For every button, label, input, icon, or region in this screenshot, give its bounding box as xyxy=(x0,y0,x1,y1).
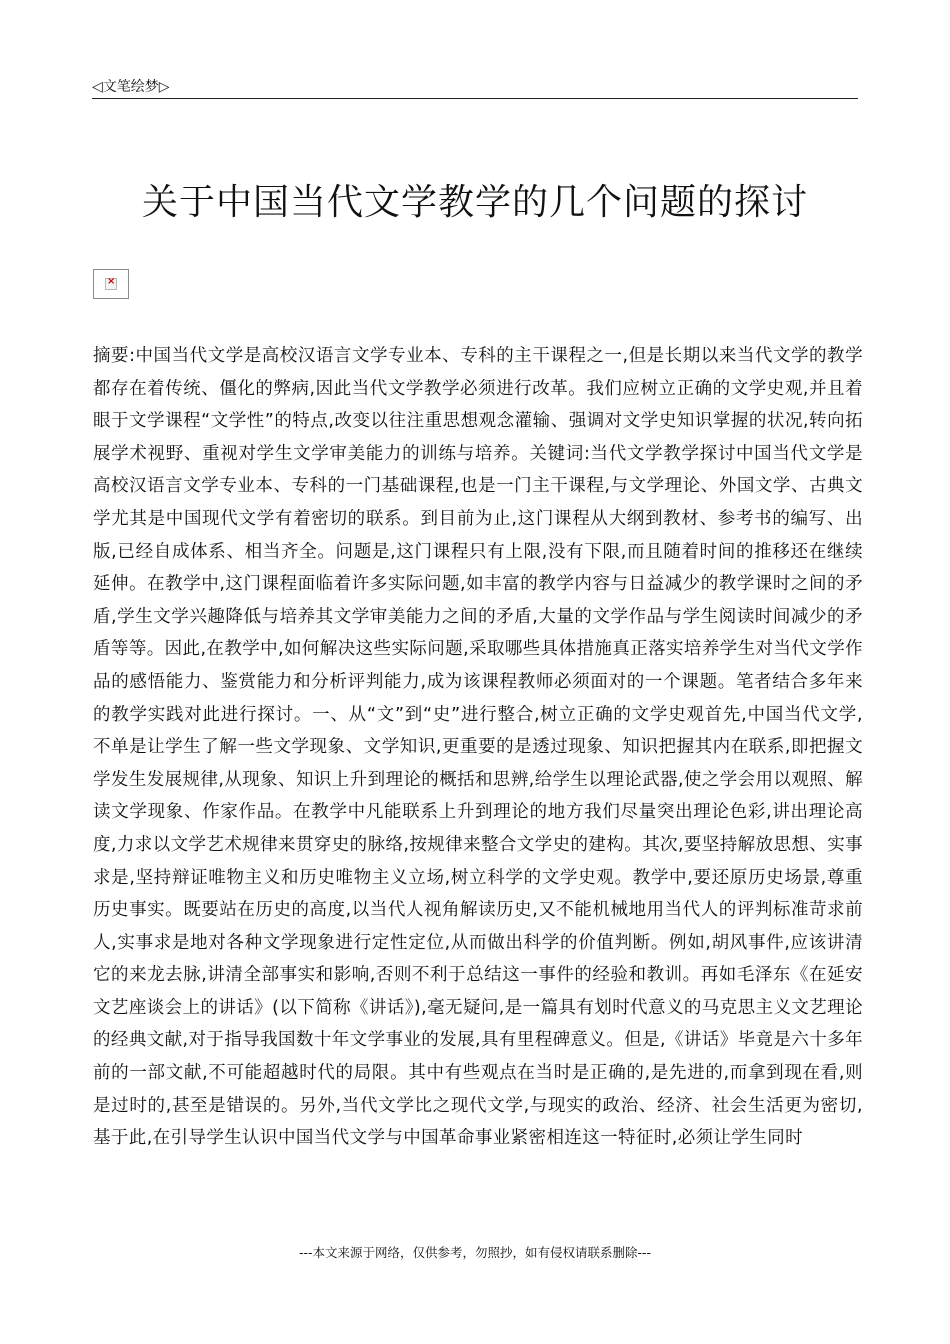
broken-image-frame xyxy=(105,278,117,290)
page-footer: ---本文来源于网络，仅供参考，勿照抄，如有侵权请联系删除--- xyxy=(298,1245,652,1260)
article-body: 摘要:中国当代文学是高校汉语言文学专业本、专科的主干课程之一,但是长期以来当代文学的教学都存在着传统、僵化的弊病,因此当代文学教学必须进行改革。我们应树立正确的文学史观,并且着眼于文学课程“文学性”的特点,改变以往注重思想观念灌输、强调对文学史知识掌握的状况,转向拓展学术视野、重视对学生文学审美能力的训练与培养。关键词:当代文学教学探讨中国当代文学是高校汉语言文学专业本、专科的一门基础课程,也是一门主干课程,与文学理论、外国文学、古典文学尤其是中国现代文学有着密切的联系。到目前为止,这门课程从大纲到教材、参考书的编写、出版,已经自成体系、相当齐全。问题是,这门课程只有上限,没有下限,而且随着时间的推移还在继续延伸。在教学中,这门课程面临着许多实际问题,如丰富的教学内容与日益减少的教学课时之间的矛盾,学生文学兴趣降低与培养其文学审美能力之间的矛盾,大量的文学作品与学生阅读时间减少的矛盾等等。因此,在教学中,如何解决这些实际问题,采取哪些具体措施真正落实培养学生对当代文学作品的感悟能力、鉴赏能力和分析评判能力,成为该课程教师必须面对的一个课题。笔者结合多年来的教学实践对此进行探讨。一、从“文”到“史”进行整合,树立正确的文学史观首先,中国当代文学,不单是让学生了解一些文学现象、文学知识,更重要的是透过现象、知识把握其内在联系,即把握文学发生发展规律,从现象、知识上升到理论的概括和思辨,给学生以理论武器,使之学会用以观照、解读文学现象、作家作品。在教学中凡能联系上升到理论的地方我们尽量突出理论色彩,讲出理论高度,力求以文学艺术规律来贯穿史的脉络,按规律来整合文学史的建构。其次,要坚持解放思想、实事求是,坚持辩证唯物主义和历史唯物主义立场,树立科学的文学史观。教学中,要还原历史场景,尊重历史事实。既要站在历史的高度,以当代人视角解读历史,又不能机械地用当代人的评判标准苛求前人,实事求是地对各种文学现象进行定性定位,从而做出科学的价值判断。例如,胡风事件,应该讲清它的来龙去脉,讲清全部事实和影响,否则不利于总结这一事件的经验和教训。再如毛泽东《在延安文艺座谈会上的讲话》(以下简称《讲话》),毫无疑问,是一篇具有划时代意义的马克思主义文艺理论的经典文献,对于指导我国数十年文学事业的发展,具有里程碑意义。但是,《讲话》毕竟是六十多年前的一部文献,不可能超越时代的局限。其中有些观点在当时是正确的,是先进的,而拿到现在看,则是过时的,甚至是错误的。另外,当代文学比之现代文学,与现实的政治、经济、社会生活更为密切,基于此,在引导学生认识中国当代文学与中国革命事业紧密相连这一特征时,必须让学生同时 xyxy=(93,346,863,1149)
broken-image-glyph: × xyxy=(107,276,116,287)
header-brand: ◁文笔绘梦▷ xyxy=(92,79,170,95)
document-title: 关于中国当代文学教学的几个问题的探讨 xyxy=(141,182,808,223)
broken-image-icon xyxy=(93,269,129,299)
page-header xyxy=(92,74,858,99)
